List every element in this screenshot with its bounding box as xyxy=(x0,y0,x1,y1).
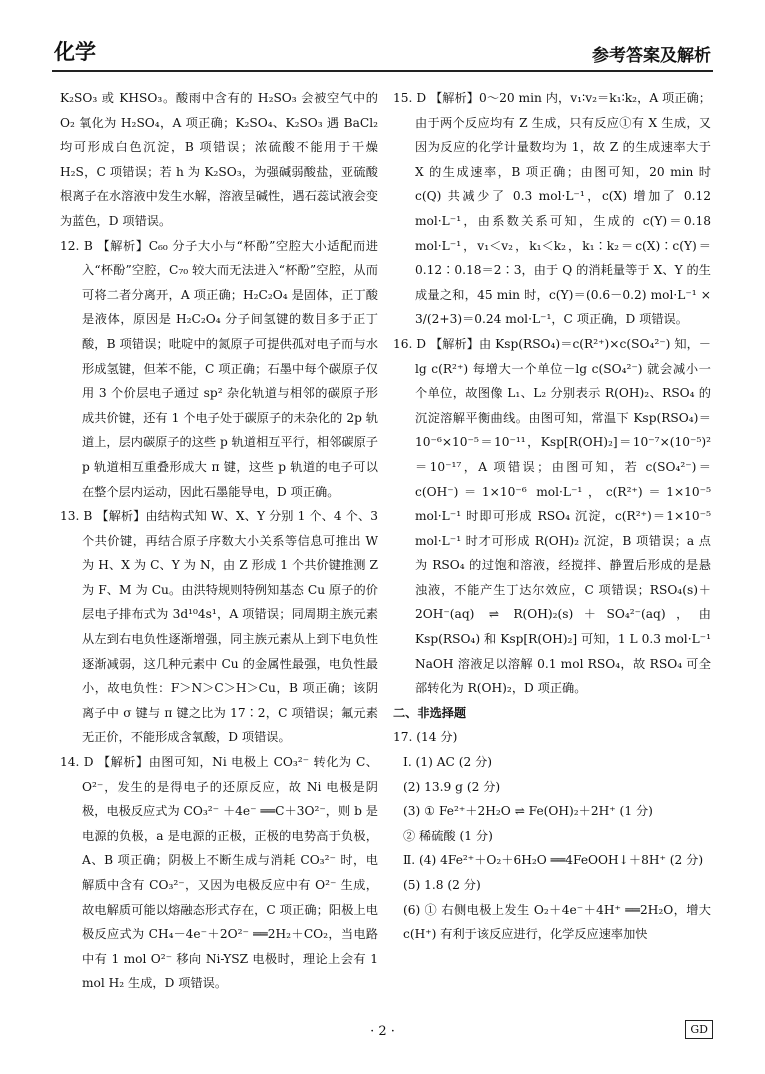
sub-answer: (6) ① 右侧电极上发生 O₂＋4e⁻＋4H⁺ ══2H₂O，增大 c(H⁺) 有利于该反应进行，化学反应速率加快 xyxy=(403,902,711,942)
edition-badge: GD xyxy=(685,1020,713,1039)
section-heading: 二、非选择题 xyxy=(393,705,467,720)
sub-answer: Ⅱ. (4) 4Fe²⁺＋O₂＋6H₂O ══4FeOOH↓＋8H⁺ (2 分) xyxy=(403,853,704,868)
left-column xyxy=(60,86,378,996)
answer-item: 12. B 【解析】C₆₀ 分子大小与“杯酚”空腔大小适配而进入“杯酚”空腔，C₇₀ 较大而无法进入“杯酚”空腔，从而可将二者分离开，A 项正确；H₂C₂O₄ 是固体，正丁酸是液体，原因是 H₂C₂O₄ 分子间氢键的数目多于正丁酸，B 项错误；吡啶中的氮原子可提供孤对电子而与水形成氢键，但苯不能，C 项正确；石墨中每个碳原子仅用 3 个价层电子通过 sp² 杂化轨道与相邻的碳原子形成共价键，还有 1 个电子处于碳原子的未杂化的 2p 轨道上，层内碳原子的这些 p 轨道相互平行，相邻碳原子 p 轨道相互重叠形成大 π 键，这些 p 轨道的电子可以在整个层内运动，因此石墨能导电，D 项正确。 xyxy=(60,238,378,499)
answer-item: 14. D 【解析】由图可知，Ni 电极上 CO₃²⁻ 转化为 C、O²⁻，发生的是得电子的还原反应，故 Ni 电极是阴极，电极反应式为 CO₃²⁻ ＋4e⁻ ══C＋3O²⁻，则 b 是电源的负极，a 是电源的正极，正极的电势高于负极，A、B 项正确；阴极上不断生成与消耗 CO₃²⁻ 时，电解质中含有 CO₃²⁻，又因为电极反应中有 O²⁻ 生成，故电解质可能以熔融态形式存在，C 项正确；阳极上电极反应式为 CH₄－4e⁻＋2O²⁻ ══2H₂＋CO₂，当电路中有 1 mol O²⁻ 移向 Ni-YSZ 电极时，理论上会有 1 mol H₂ 生成，D 项错误。 xyxy=(60,755,378,991)
answer-item: 13. B 【解析】由结构式知 W、X、Y 分别 1 个、4 个、3 个共价键，再结合原子序数大小关系等信息可推出 W 为 H、X 为 C、Y 为 N，由 Z 形成 1 个共价键推测 Z 为 F、M 为 Cu。由洪特规则特例知基态 Cu 原子的价层电子排布式为 3d¹⁰4s¹，A 项错误；同周期主族元素从左到右电负性逐渐增强，同主族元素从上到下电负性逐渐减弱，这几种元素中 Cu 的金属性最强，电负性最小，故电负性：F＞N＞C＞H＞Cu，B 项正确；该阴离子中 σ 键与 π 键之比为 17∶2，C 项错误；氟元素无正价，不能形成含氧酸，D 项错误。 xyxy=(60,509,378,745)
sub-answer: (5) 1.8 (2 分) xyxy=(403,878,481,892)
answer-item: 15. D 【解析】0～20 min 内，v₁∶v₂＝k₁∶k₂，A 项正确；由于两个反应均有 Z 生成，只有反应①有 X 生成，又因为反应的化学计量数均为 1，故 Z 的生成速率大于 X 的生成速率，B 项正确；由图可知，20 min 时 c(Q) 共减少了 0.3 mol·L⁻¹，c(X) 增加了 0.12 mol·L⁻¹，由系数关系可知，生成的 c(Y)＝0.18 mol·L⁻¹，v₁＜v₂，k₁＜k₂，k₁∶k₂＝c(X)∶c(Y)＝0.12∶0.18＝2∶3，由于 Q 的消耗量等于 X、Y 的生成量之和，45 min 时，c(Y)＝(0.6－0.2) mol·L⁻¹ × 3/(2+3)＝0.24 mol·L⁻¹，C 项正确，D 项错误。 xyxy=(393,91,711,327)
sub-answer: Ⅰ. (1) AC (2 分) xyxy=(403,755,493,770)
sub-answer: (2) 13.9 g (2 分) xyxy=(403,779,501,794)
right-column xyxy=(393,86,711,947)
page-header xyxy=(52,34,713,72)
answer-text: 17. (14 分) xyxy=(393,730,458,745)
page-number: · 2 · xyxy=(370,1024,395,1039)
sub-answer: ② 稀硫酸 (1 分) xyxy=(403,828,493,843)
sub-answer: (3) ① Fe²⁺＋2H₂O ⇌ Fe(OH)₂＋2H⁺ (1 分) xyxy=(403,804,653,819)
subject-title: 化学 xyxy=(54,39,96,64)
answer-text: K₂SO₃ 或 KHSO₃。酸雨中含有的 H₂SO₃ 会被空气中的 O₂ 氧化为 H₂SO₄，A 项正确；K₂SO₄、K₂SO₃ 遇 BaCl₂ 均可形成白色沉淀，B 项错误；浓硫酸不能用于干燥 H₂S，C 项错误；若 h 为 K₂SO₃，为强碱弱酸盐，亚硫酸根离子在水溶液中发生水解，溶液呈碱性，遇石蕊试液会变为蓝色，D 项错误。 xyxy=(60,91,378,228)
header-title: 参考答案及解析 xyxy=(592,46,711,66)
answer-item: 16. D 【解析】由 Ksp(RSO₄)＝c(R²⁺)×c(SO₄²⁻) 知，－lg c(R²⁺) 每增大一个单位－lg c(SO₄²⁻) 就会减小一个单位，故图像 L₁、L₂ 分别表示 R(OH)₂、RSO₄ 的沉淀溶解平衡曲线。由图可知，常温下 Ksp(RSO₄)＝10⁻⁶×10⁻⁵＝10⁻¹¹，Ksp[R(OH)₂]＝10⁻⁷×(10⁻⁵)²＝10⁻¹⁷，A 项错误；由图可知，若 c(SO₄²⁻)＝c(OH⁻)＝1×10⁻⁶ mol·L⁻¹，c(R²⁺)＝1×10⁻⁵ mol·L⁻¹ 时即可形成 RSO₄ 沉淀，c(R²⁺)＝1×10⁻⁵ mol·L⁻¹ 时才可形成 R(OH)₂ 沉淀，B 项错误；a 点为 RSO₄ 的过饱和溶液，经搅拌、静置后形成的是悬浊液，不能产生丁达尔效应，C 项错误；RSO₄(s)＋2OH⁻(aq) ⇌ R(OH)₂(s)＋SO₄²⁻(aq)，由 Ksp(RSO₄) 和 Ksp[R(OH)₂] 可知，1 L 0.3 mol·L⁻¹ NaOH 溶液足以溶解 0.1 mol RSO₄，故 RSO₄ 可全部转化为 R(OH)₂，D 项正确。 xyxy=(393,336,711,696)
